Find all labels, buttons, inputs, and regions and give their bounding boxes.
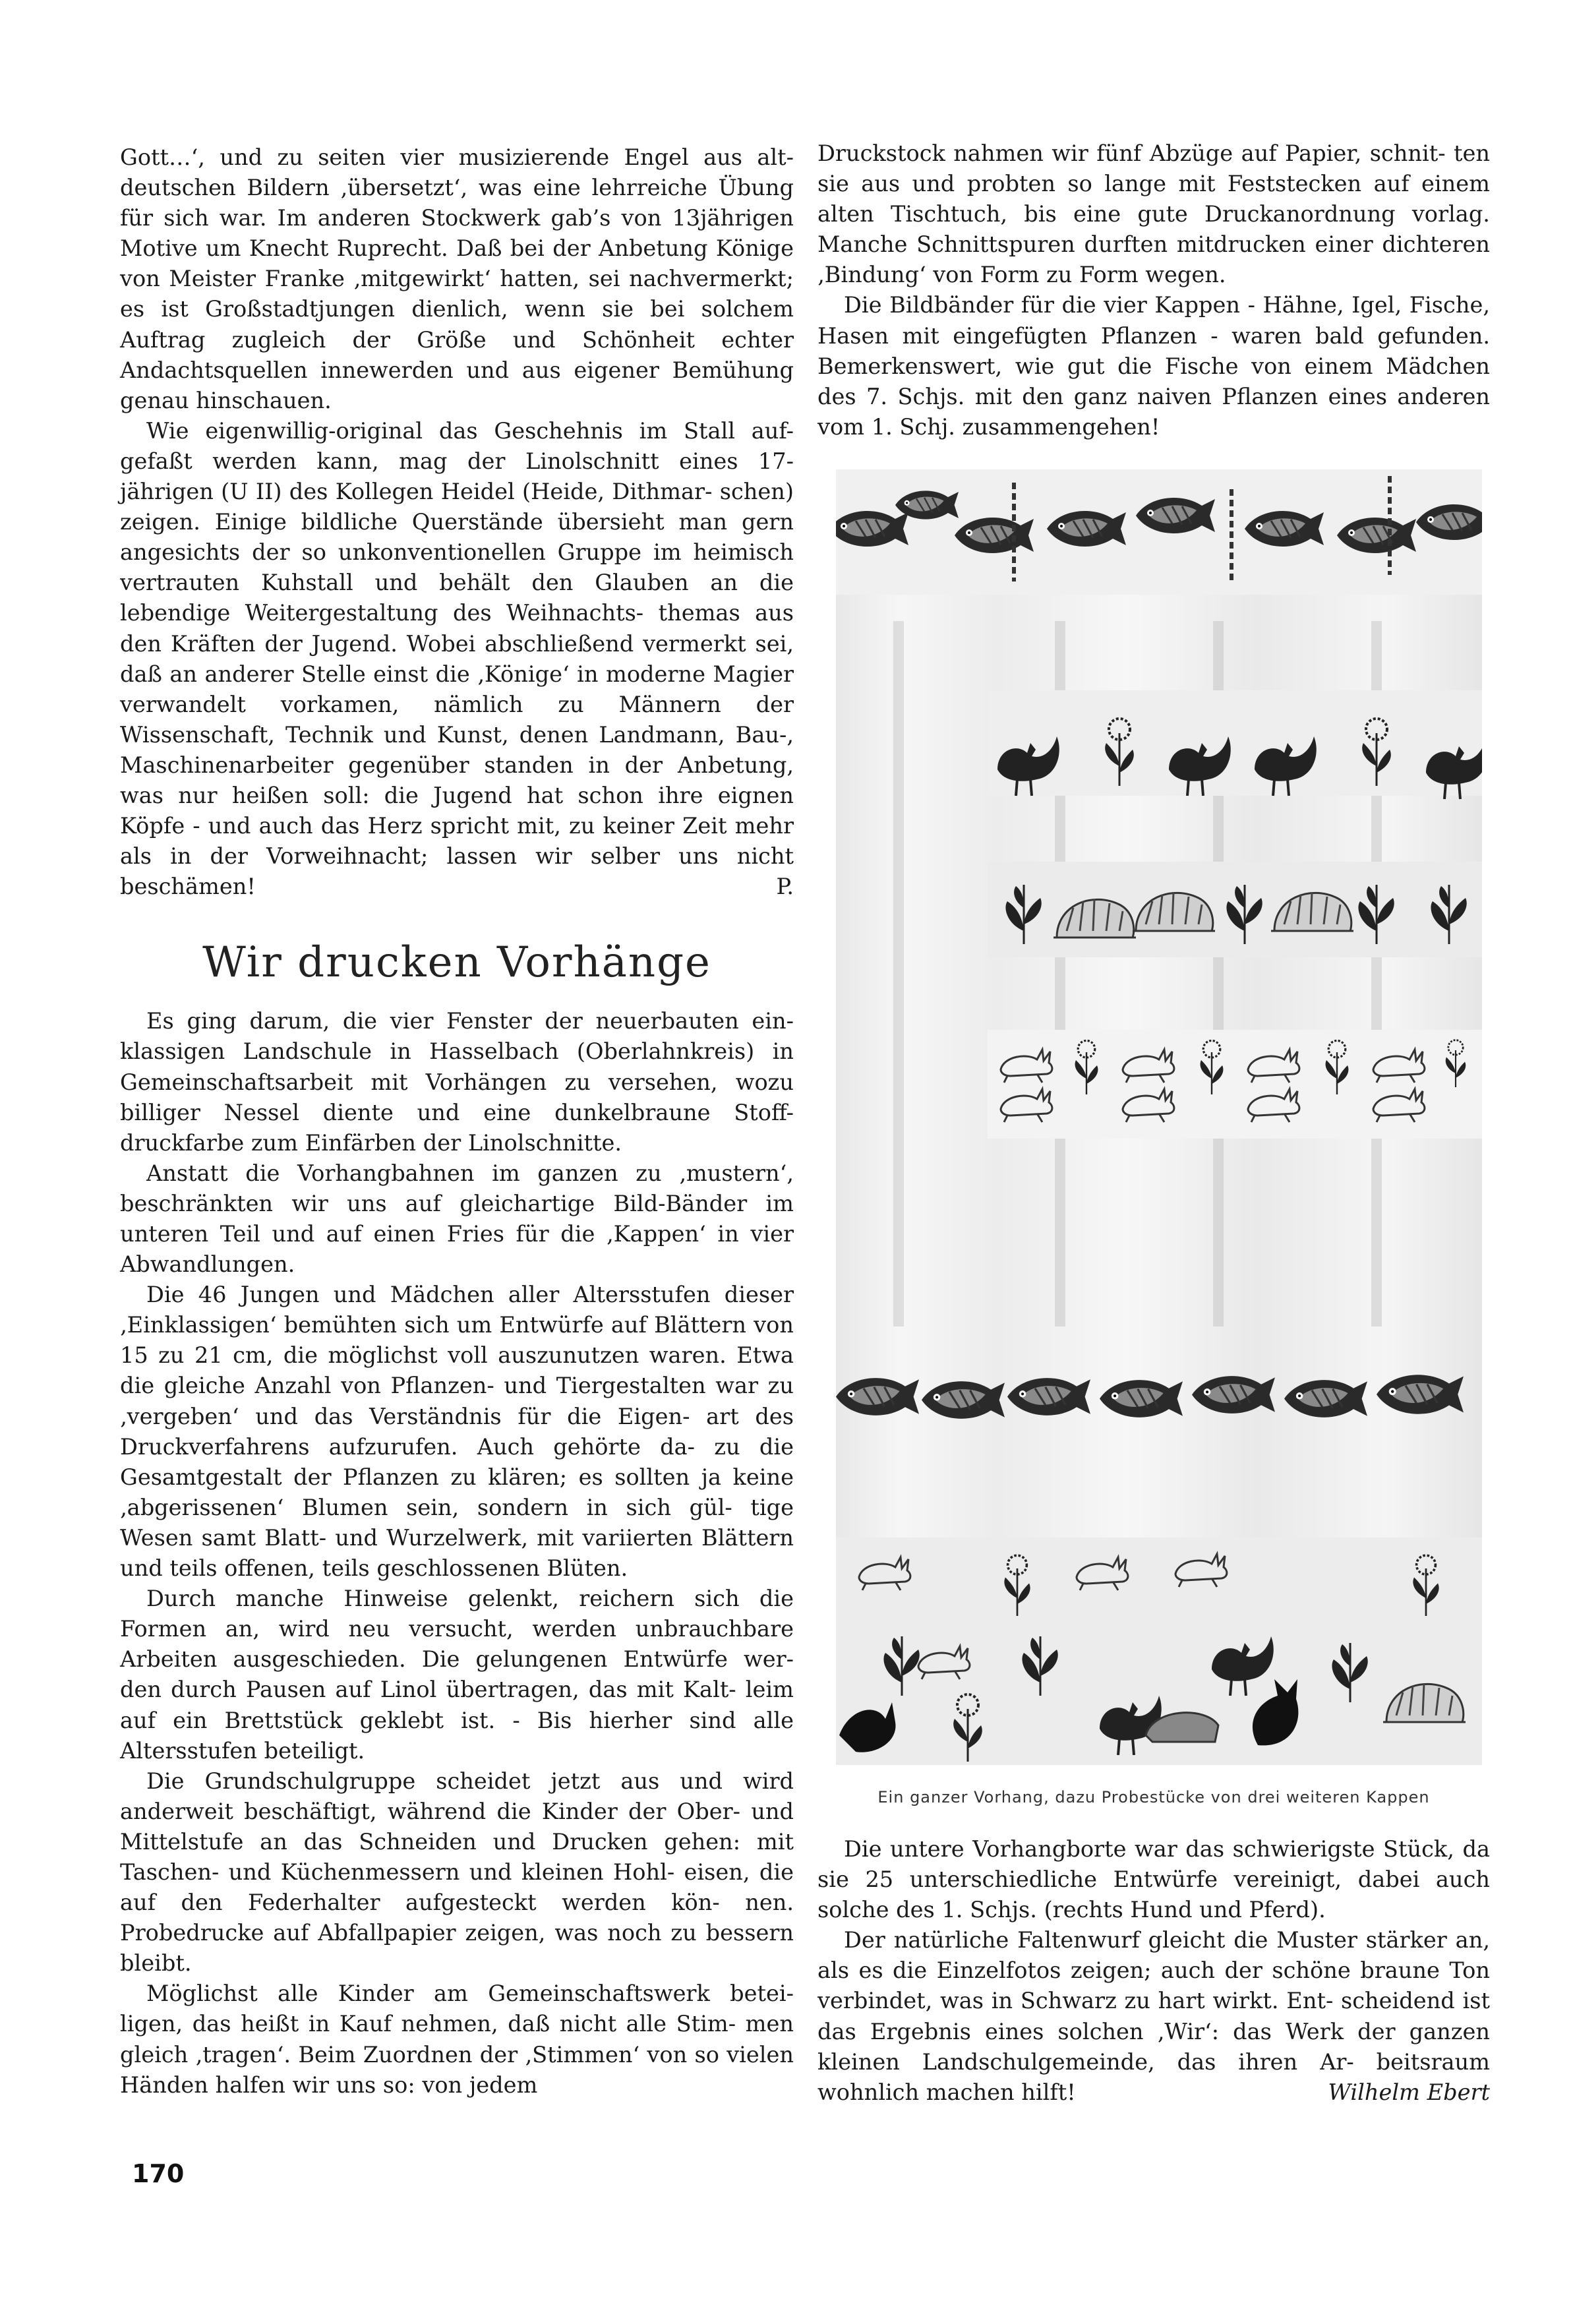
paragraph: Es ging darum, die vier Fenster der neuerbauten ein- klassigen Landschule in Hasselbach (Oberlahnkreis) in Gemeinschaftsarbeit mit Vorhängen zu versehen, wozu billiger Nessel diente und eine dunkelbraune Stoff- druckfarbe zum Einfärben der Linolschnitte.: [120, 1008, 794, 1156]
paragraph: Die 46 Jungen und Mädchen aller Altersstufen dieser ‚Einklassigen‘ bemühten sich um Entwürfe auf Blättern von 15 zu 21 cm, die möglichst voll auszunutzen waren. Etwa die gleiche Anzahl von Pflanzen- und Tiergestalten war zu ‚vergeben‘ und das Verständnis für die Eigen- art des Druckverfahrens aufzurufen. Auch gehörte da- zu die Gesamtgestalt der Pflanzen zu klären; es sollten ja keine ‚abgerissenen‘ Blumen sein, sondern in sich gül- tige Wesen samt Blatt- und Wurzelwerk, mit variierten Blättern und teils offenen, teils geschlossenen Blüten.: [120, 1282, 794, 1582]
author-name: Wilhelm Ebert: [1328, 2079, 1490, 2105]
paragraph: Anstatt die Vorhangbahnen im ganzen zu ‚mustern‘, beschränkten wir uns auf gleichartige Bild-Bänder im unteren Teil und auf einen Fries für die ‚Kappen‘ in vier Abwandlungen.: [120, 1160, 794, 1278]
article-title: Wir drucken Vorhänge: [202, 938, 711, 988]
paragraph-text: Wie eigenwillig-original das Geschehnis im Stall auf- gefaßt werden kann, mag der Linolschnitt eines 17- jährigen (U II) des Kollegen Heidel (Heide, Dithmar- schen) zeigen. Einige bildliche Querstände übersieht man gern angesichts der so unkonventionellen Gruppe im heimisch vertrauten Kuhstall und behält den Glauben an die lebendige Weitergestaltung des Weihnachts- themas aus den Kräften der Jugend. Wobei abschließend vermerkt sei, daß an anderer Stelle einst die ‚Könige‘ in moderne Magier verwandelt vorkamen, nämlich zu Männern der Wissenschaft, Technik und Kunst, denen Landmann, Bau-, Maschinenarbeiter gegenüber standen in der Anbetung, was nur heißen soll: die Jugend hat schon ihre eignen Köpfe - und auch das Herz spricht mit, zu keiner Zeit mehr als in der Vorweihnacht; lassen wir selber uns nicht beschämen!: [120, 417, 794, 900]
paragraph: Die untere Vorhangborte war das schwierigste Stück, da sie 25 unterschiedliche Entwürfe vereinigt, dabei auch solche des 1. Schjs. (rechts Hund und Pferd).: [817, 1836, 1490, 1923]
paragraph: Möglichst alle Kinder am Gemeinschaftswerk betei- ligen, das heißt in Kauf nehmen, daß nicht alle Stim- men gleich ‚tragen‘. Beim Zuordnen der ‚Stimmen‘ von so vielen Händen halfen wir uns so: von jedem: [120, 1981, 794, 2098]
paragraph: [120, 416, 794, 903]
right-column-bottom: [817, 1834, 1490, 2108]
paragraph: Die Bildbänder für die vier Kappen - Hähne, Igel, Fische, Hasen mit eingefügten Pflanzen - waren bald gefunden. Bemerkenswert, wie gut die Fische von einem Mädchen des 7. Schjs. mit den ganz naiven Pflanzen eines anderen vom 1. Schj. zusammengehen!: [817, 292, 1490, 440]
figure-caption: Ein ganzer Vorhang, dazu Probestücke von drei weiteren Kappen: [877, 1788, 1430, 1806]
right-column: [817, 138, 1490, 442]
paragraph: Druckstock nahmen wir fünf Abzüge auf Papier, schnit- ten sie aus und probten so lange mit Feststecken auf einem alten Tischtuch, bis eine gute Druckanordnung vorlag. Manche Schnittspuren durften mitdrucken einer dichteren ‚Bindung‘ von Form zu Form wegen.: [817, 140, 1490, 288]
lower-curtain-border: [836, 1537, 1482, 1765]
page-number: 170: [132, 2159, 185, 2188]
rabbit-frieze: [988, 1030, 1482, 1139]
rooster-frieze: [988, 690, 1482, 799]
curtain-print-illustration: [836, 469, 1482, 1765]
paragraph: Die Grundschulgruppe scheidet jetzt aus und wird anderweit beschäftigt, während die Kinder der Ober- und Mittelstufe an das Schneiden und Drucken gehen: mit Taschen- und Küchenmessern und kleinen Hohl- eisen, die auf den Federhalter aufgesteckt werden kön- nen. Probedrucke auf Abfallpapier zeigen, was noch zu bessern bleibt.: [120, 1768, 794, 1977]
left-column: [120, 142, 794, 2101]
paragraph: [817, 1925, 1490, 2108]
paragraph: Durch manche Hinweise gelenkt, reichern sich die Formen an, wird neu versucht, werden unbrauchbare Arbeiten ausgeschieden. Die gelungenen Entwürfe wer- den durch Pausen auf Linol übertragen, das mit Kalt- leim auf ein Brettstück geklebt ist. - Bis hierher sind alle Altersstufen beteiligt.: [120, 1586, 794, 1764]
hedgehog-frieze: [988, 862, 1482, 957]
signature-initial: P.: [776, 874, 794, 900]
paragraph-text: Der natürliche Faltenwurf gleicht die Muster stärker an, als es die Einzelfotos zeigen; auch der schöne braune Ton verbindet, was in Schwarz zu hart wirkt. Ent- scheidend ist das Ergebnis eines solchen ‚Wir‘: das Werk der ganzen kleinen Landschulgemeinde, das ihren Ar- beitsraum wohnlich machen hilft!: [817, 1927, 1490, 2105]
curtain-print-photo: [836, 469, 1482, 1765]
paragraph: Gott…‘, und zu seiten vier musizierende Engel aus alt- deutschen Bildern ‚übersetzt‘, was eine lehrreiche Übung für sich war. Im anderen Stockwerk gab’s von 13jährigen Motive um Knecht Ruprecht. Daß bei der Anbetung Könige von Meister Franke ‚mitgewirkt‘ hatten, sei nachvermerkt; es ist Großstadtjungen dienlich, wenn sie bei solchem Auftrag zugleich der Größe und Schönheit echter Andachtsquellen innewerden und aus eigener Bemühung genau hinschauen.: [120, 144, 794, 413]
